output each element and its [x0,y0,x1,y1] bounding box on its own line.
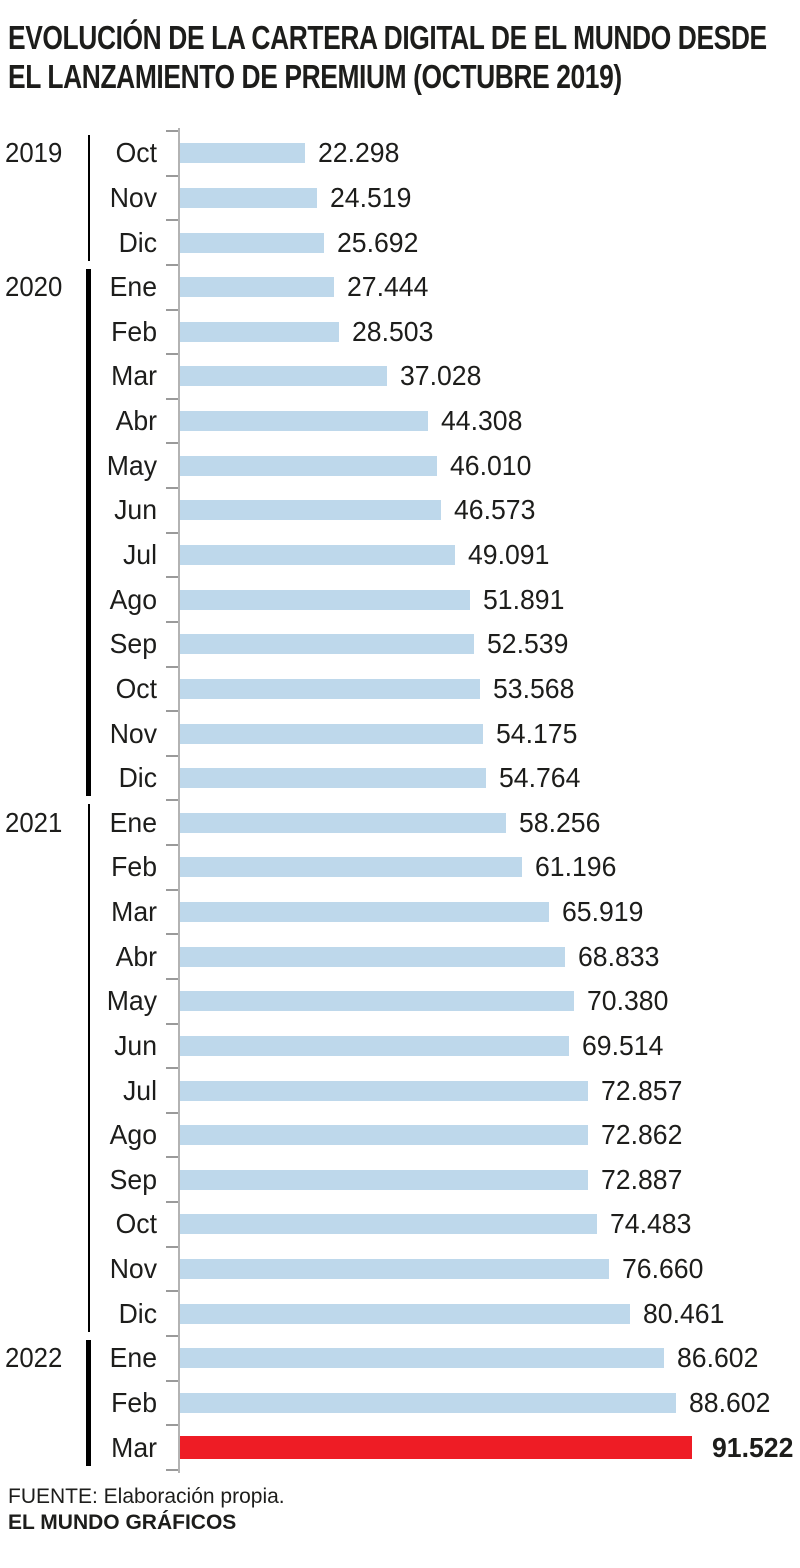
bar [180,768,486,788]
value-label: 65.919 [562,896,644,928]
axis-tick [166,442,178,444]
axis-tick [166,1156,178,1158]
bar [180,991,574,1011]
month-label: Ene [109,271,157,303]
axis-tick [166,309,178,311]
value-label: 91.522 [712,1431,794,1463]
year-group-line [86,1340,91,1466]
month-label: Feb [111,315,157,347]
bar [180,1348,664,1368]
value-label: 27.444 [347,271,429,303]
bar [180,500,441,520]
month-label: Jun [114,1029,157,1061]
source-note: FUENTE: Elaboración propia. [8,1485,285,1508]
bar [180,947,565,967]
highlight-bar [180,1436,692,1459]
month-label: Jul [122,1074,157,1106]
bar [180,1170,588,1190]
bar [180,322,339,342]
month-label: Ago [109,1119,157,1151]
axis-tick [166,576,178,578]
bar [180,188,317,208]
bar [180,590,470,610]
value-label: 54.764 [499,762,581,794]
month-label: Sep [109,628,157,660]
value-label: 52.539 [487,628,569,660]
value-label: 46.573 [454,494,536,526]
month-label: Mar [111,896,157,928]
month-label: Abr [115,940,157,972]
month-label: Feb [111,851,157,883]
year-label: 2020 [5,271,63,303]
value-label: 70.380 [587,985,669,1017]
value-label: 72.887 [601,1163,683,1195]
axis-tick [166,175,178,177]
month-label: Mar [111,360,157,392]
month-label: May [106,449,157,481]
axis-tick [166,1290,178,1292]
value-label: 72.857 [601,1074,683,1106]
chart-title-line2: EL LANZAMIENTO DE PREMIUM (OCTUBRE 2019) [8,58,622,95]
value-label: 37.028 [400,360,482,392]
value-label: 49.091 [468,538,550,570]
bar [180,366,387,386]
value-label: 51.891 [483,583,565,615]
month-label: Mar [111,1431,157,1463]
year-group-line [86,269,91,797]
value-label: 74.483 [610,1208,692,1240]
value-label: 68.833 [578,940,660,972]
axis-tick [166,710,178,712]
bar [180,1125,588,1145]
axis-tick [166,1380,178,1382]
year-label: 2019 [5,137,63,169]
axis-tick [166,353,178,355]
value-label: 88.602 [689,1386,771,1418]
bar [180,634,474,654]
value-label: 80.461 [643,1297,725,1329]
value-label: 24.519 [330,181,412,213]
value-label: 22.298 [318,137,400,169]
bar [180,724,483,744]
bar [180,857,522,877]
bar [180,277,334,297]
month-label: Jun [114,494,157,526]
bar [180,679,480,699]
value-label: 61.196 [535,851,617,883]
month-label: Ene [109,806,157,838]
bar [180,143,305,163]
month-label: Feb [111,1386,157,1418]
month-label: Ene [109,1342,157,1374]
axis-tick [166,755,178,757]
value-label: 28.503 [352,315,434,347]
credit-note: EL MUNDO GRÁFICOS [8,1511,237,1534]
axis-tick [166,1201,178,1203]
axis-tick [166,1023,178,1025]
month-label: Dic [118,762,157,794]
value-label: 72.862 [601,1119,683,1151]
year-group-line [88,804,90,1332]
axis-tick [166,978,178,980]
year-label: 2021 [5,806,63,838]
axis-tick [166,532,178,534]
bar [180,1214,597,1234]
bar [180,233,324,253]
month-label: Nov [109,717,157,749]
month-label: Oct [115,137,157,169]
axis-tick [166,1335,178,1337]
bar [180,1304,630,1324]
axis-tick [166,799,178,801]
axis-tick [166,666,178,668]
axis-tick [166,219,178,221]
axis-tick [166,1067,178,1069]
month-label: May [106,985,157,1017]
value-label: 25.692 [337,226,419,258]
chart-title-line1: EVOLUCIÓN DE LA CARTERA DIGITAL DE EL MUNDO DESDE [8,19,767,56]
bar [180,411,428,431]
bar [180,1081,588,1101]
month-label: Ago [109,583,157,615]
axis-tick [166,1112,178,1114]
value-label: 54.175 [496,717,578,749]
bar [180,545,455,565]
month-label: Dic [118,1297,157,1329]
bar [180,1036,569,1056]
value-label: 53.568 [493,672,575,704]
axis-tick [166,933,178,935]
axis-tick [166,398,178,400]
axis-tick [166,130,178,132]
axis-tick [166,1469,178,1471]
axis-tick [166,844,178,846]
value-label: 58.256 [519,806,601,838]
axis-tick [166,1246,178,1248]
bar [180,1259,609,1279]
month-label: Nov [109,1253,157,1285]
year-label: 2022 [5,1342,63,1374]
month-label: Oct [115,672,157,704]
axis-tick [166,487,178,489]
value-label: 76.660 [622,1253,704,1285]
month-label: Sep [109,1163,157,1195]
axis-tick [166,264,178,266]
month-label: Oct [115,1208,157,1240]
bar [180,813,506,833]
year-group-line [88,135,90,261]
month-label: Jul [122,538,157,570]
chart-footer [8,1484,285,1536]
value-label: 86.602 [677,1342,759,1374]
value-label: 69.514 [582,1029,664,1061]
month-label: Abr [115,405,157,437]
axis-tick [166,1424,178,1426]
axis-tick [166,621,178,623]
month-label: Dic [118,226,157,258]
bar [180,456,437,476]
axis-tick [166,889,178,891]
value-label: 46.010 [450,449,532,481]
bar [180,902,549,922]
bar [180,1393,676,1413]
month-label: Nov [109,181,157,213]
value-label: 44.308 [441,405,523,437]
